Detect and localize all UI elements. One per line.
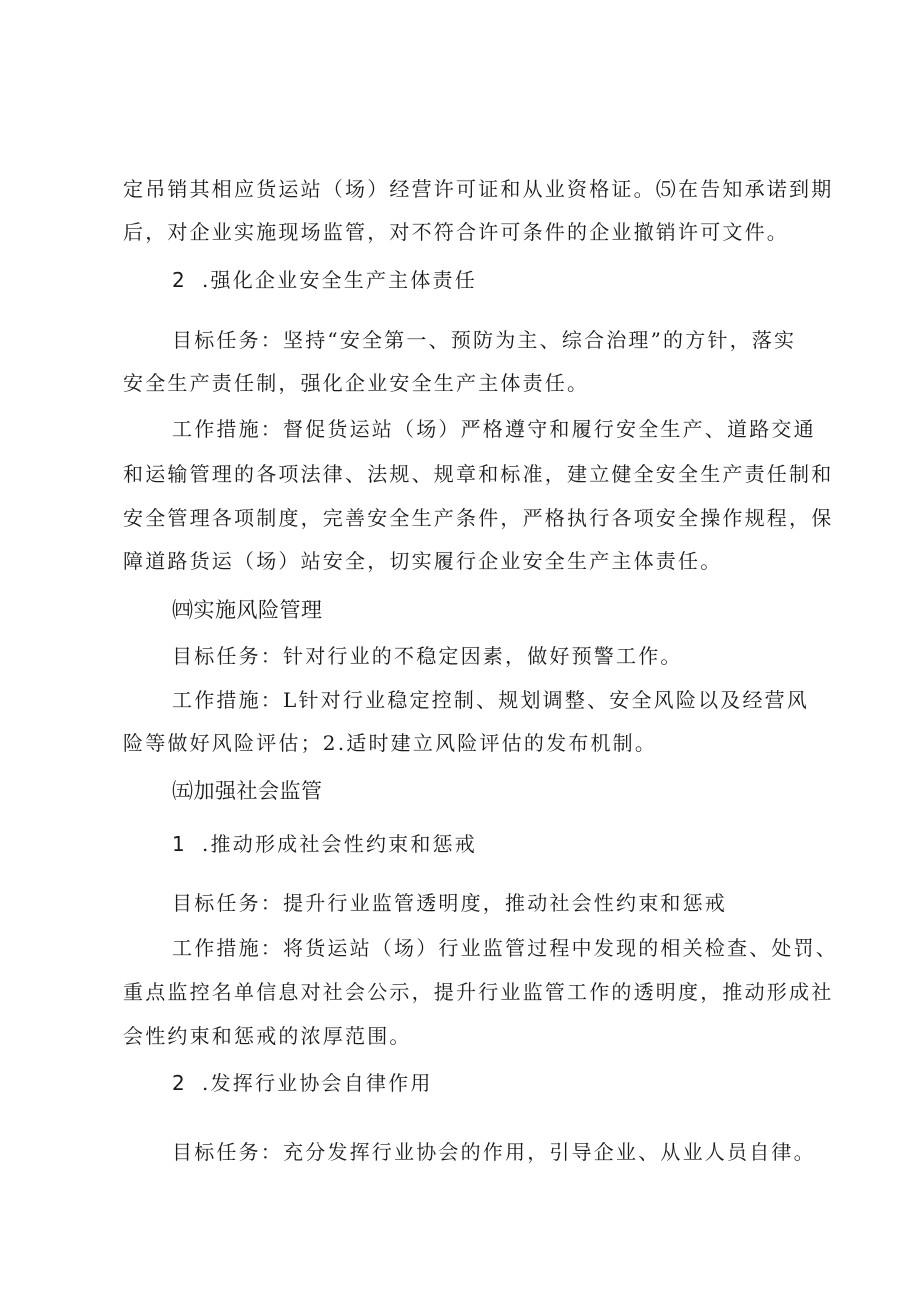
paragraph-line: 险等做好风险评估；2.适时建立风险评估的发布机制。 — [123, 731, 658, 755]
paragraph-line: 目标任务：坚持“安全第一、预防为主、综合治理”的方针，落实 — [172, 328, 797, 352]
subsection-title — [172, 266, 477, 294]
section-heading: ㈤加强社会监管 — [172, 779, 323, 803]
paragraph-line: 目标任务：针对行业的不稳定因素，做好预警工作。 — [172, 644, 683, 668]
paragraph-line: 障道路货运（场）站安全，切实履行企业安全生产主体责任。 — [123, 549, 723, 573]
item-title: .强化企业安全生产主体责任 — [202, 268, 477, 292]
paragraph-line: 工作措施：督促货运站（场）严格遵守和履行安全生产、道路交通 — [172, 417, 816, 441]
item-number: 2 — [172, 1071, 187, 1095]
paragraph-line: 会性约束和惩戒的浓厚范围。 — [123, 1024, 412, 1048]
paragraph-line: 工作措施：L针对行业稳定控制、规划调整、安全风险以及经营风 — [172, 688, 810, 712]
paragraph-line: 安全生产责任制，强化企业安全生产主体责任。 — [123, 371, 590, 395]
paragraph-line: 安全管理各项制度，完善安全生产条件，严格执行各项安全操作规程，保 — [123, 506, 834, 530]
paragraph-line: 重点监控名单信息对社会公示，提升行业监管工作的透明度，推动形成社 — [123, 980, 834, 1004]
paragraph-line: 后，对企业实施现场监管，对不符合许可条件的企业撤销许可文件。 — [123, 220, 789, 244]
paragraph-line: 和运输管理的各项法律、法规、规章和标准，建立健全安全生产责任制和 — [123, 462, 834, 486]
item-title: .发挥行业协会自律作用 — [202, 1071, 433, 1095]
paragraph-line: 目标任务：提升行业监管透明度，推动社会性约束和惩戒 — [172, 891, 727, 915]
section-heading: ㈣实施风险管理 — [172, 598, 323, 622]
paragraph-line: 目标任务：充分发挥行业协会的作用，引导企业、从业人员自律。 — [172, 1140, 816, 1164]
item-number: 2 — [172, 268, 187, 292]
paragraph-line: 工作措施：将货运站（场）行业监管过程中发现的相关检查、处罚、 — [172, 936, 838, 960]
item-title: .推动形成社会性约束和惩戒 — [202, 832, 477, 856]
subsection-title — [172, 830, 477, 858]
item-number: 1 — [172, 832, 187, 856]
subsection-title — [172, 1069, 433, 1097]
paragraph-line: 定吊销其相应货运站（场）经营许可证和从业资格证。⑸在告知承诺到期 — [123, 177, 834, 201]
